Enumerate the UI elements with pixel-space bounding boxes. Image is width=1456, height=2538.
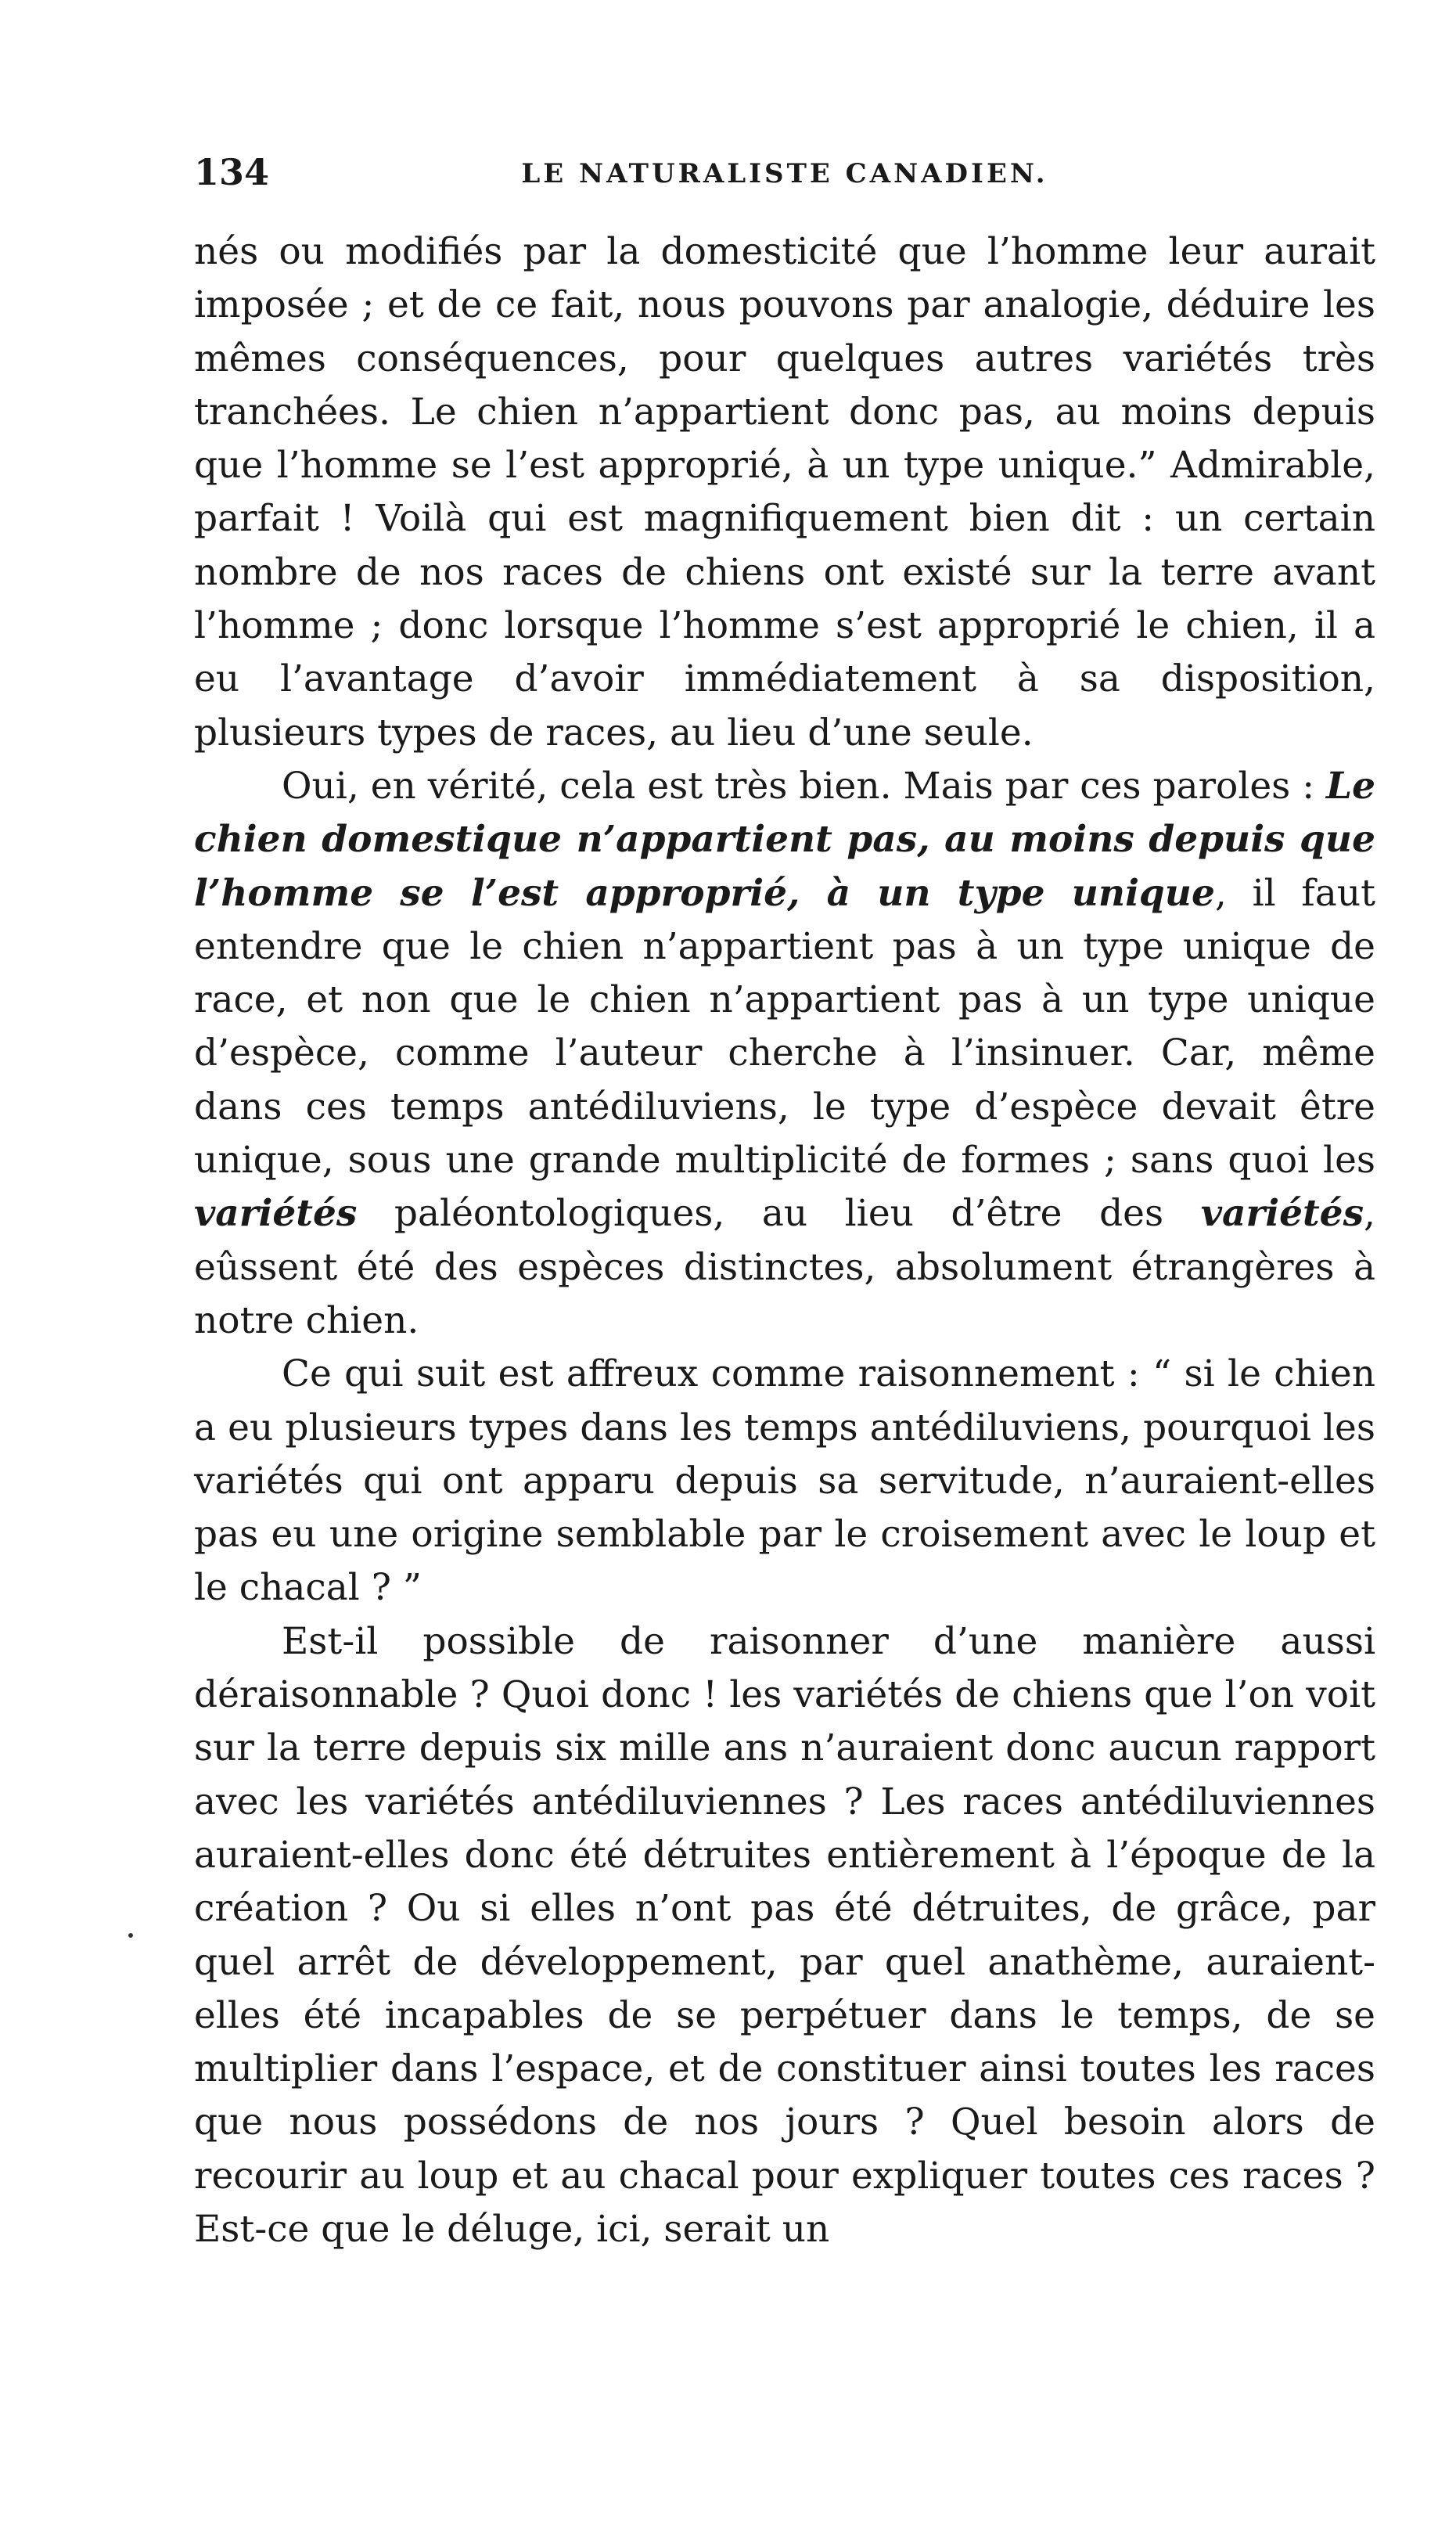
body-text [194,225,1375,2256]
speck-mark [128,1933,133,1938]
page-header [194,149,1375,211]
paragraph [194,225,1375,760]
text-run: Oui, en vérité, cela est très bien. Mais par ces paroles : [282,764,1327,808]
paragraph [194,1615,1375,2257]
paragraph [194,760,1375,1348]
paragraph [194,1348,1375,1615]
text-run: Ce qui suit est affreux comme raisonnement : “ si le chien a eu plusieurs types dans les temps antédiluviens, pourquoi les variétés qui ont apparu depuis sa servitude, n’auraient-elles pas eu une origine semblable par le croisement avec le loup et le chacal ? ” [194,1352,1375,1610]
emphasized-text: variétés [1200,1192,1364,1236]
emphasized-text: Le chien domestique n’appartient pas, au moins depuis que l’homme se l’est approprié, à un type unique [194,764,1375,915]
page-number: 134 [194,151,270,193]
text-run: paléontologiques, au lieu d’être des [357,1192,1201,1236]
text-run: , eûssent été des espèces distinctes, absolument étrangères à notre chien. [194,1192,1375,1342]
running-title: LE NATURALISTE CANADIEN. [521,158,1048,189]
text-run: nés ou modifiés par la domesticité que l’homme leur aurait imposée ; et de ce fait, nous pouvons par analogie, déduire les mêmes conséquences, pour quelques autres variétés très tranchées. Le chien n’appartient donc pas, au moins depuis que l’homme se l’est approprié, à un type unique.” Admirable, parfait ! Voilà qui est magnifiquement bien dit : un certain nombre de nos races de chiens ont existé sur la terre avant l’homme ; donc lorsque l’homme s’est approprié le chien, il a eu l’avantage d’avoir immédiatement à sa disposition, plusieurs types de races, au lieu d’une seule. [194,230,1375,754]
text-run: Est-il possible de raisonner d’une manière aussi déraisonnable ? Quoi donc ! les variétés de chiens que l’on voit sur la terre depuis six mille ans n’auraient donc aucun rapport avec les variétés antédiluviennes ? Les races antédiluviennes auraient-elles donc été détruites entièrement à l’époque de la création ? Ou si elles n’ont pas été détruites, de grâce, par quel arrêt de développement, par quel anathème, auraient-elles été incapables de se perpétuer dans le temps, de se multiplier dans l’espace, et de constituer ainsi toutes les races que nous possédons de nos jours ? Quel besoin alors de recourir au loup et au chacal pour expliquer toutes ces races ? Est-ce que le déluge, ici, serait un [194,1619,1375,2251]
text-run: , il faut entendre que le chien n’appartient pas à un type unique de race, et non que le chien n’appartient pas à un type unique d’espèce, comme l’auteur cherche à l’insinuer. Car, même dans ces temps antédiluviens, le type d’espèce devait être unique, sous une grande multiplicité de formes ; sans quoi les [194,871,1375,1183]
emphasized-text: variétés [194,1192,358,1236]
